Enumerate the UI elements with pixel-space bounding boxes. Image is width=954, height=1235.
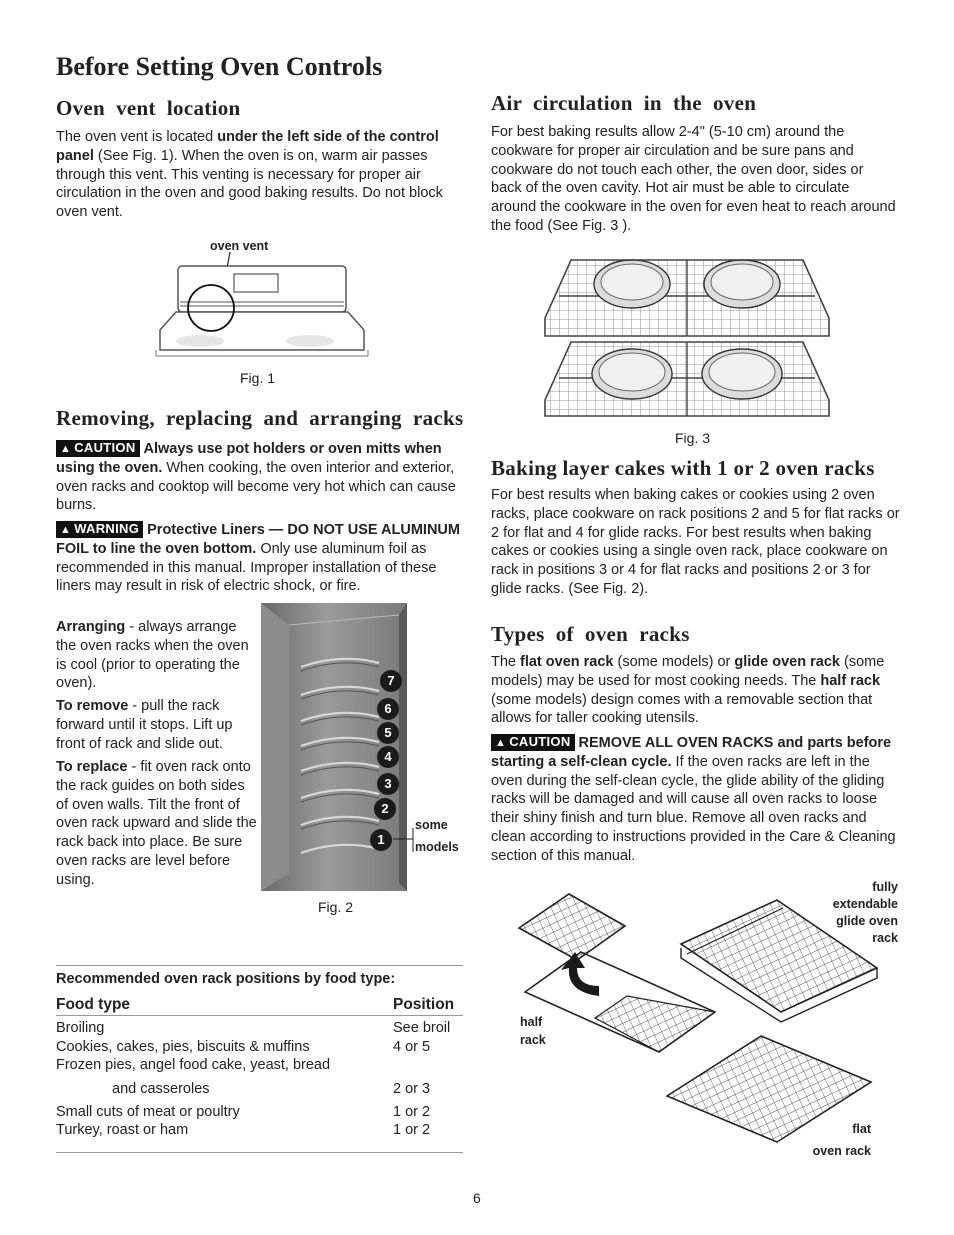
flat-rack-label: flat oven rack <box>812 1122 871 1158</box>
table-title: Recommended oven rack positions by food type: <box>56 971 396 987</box>
vent-heading: Oven vent location <box>56 96 241 120</box>
rack-position-4: 4 <box>377 746 399 768</box>
glide-rack-label: fully extendable glide oven rack <box>832 880 898 945</box>
racks-caution-paragraph: ▲ CAUTION Always use pot holders or oven mitts when using the oven. When cooking, the oven interior and exterior, oven racks and cooktop will become very hot which can cause burns. <box>56 440 456 514</box>
remove-paragraph: To remove - pull the rack forward until it stops. Lift up front of rack and slide out. <box>56 698 233 752</box>
warning-badge: ▲ WARNING <box>56 521 143 538</box>
table-row: Frozen pies, angel food cake, yeast, bread <box>56 1057 331 1073</box>
cakes-heading: Baking layer cakes with 1 or 2 oven racks <box>491 456 875 480</box>
rack-position-2: 2 <box>374 798 396 820</box>
air-heading: Air circulation in the oven <box>491 91 757 115</box>
air-paragraph: For best baking results allow 2-4" (5-10 cm) around the cookware for proper air circulation and be sure pans and cookware do not touch each other, the oven door, sides or back of the oven cavity. Hot air must be able to circulate around the cookware in the oven for even heat to reach around the food (See Fig. 3 ). <box>491 124 896 234</box>
table-row: Small cuts of meat or poultry 1 or 2 <box>56 1104 431 1120</box>
rack-position-6: 6 <box>377 698 399 720</box>
fig1-range-illustration <box>150 252 372 364</box>
rack-position-7: 7 <box>380 670 402 692</box>
racks-heading: Removing, replacing and arranging racks <box>56 406 464 430</box>
fig3-caption: Fig. 3 <box>675 430 711 446</box>
rack-position-5: 5 <box>377 722 399 744</box>
oven-vent-label: oven vent <box>210 239 269 253</box>
page-title: Before Setting Oven Controls <box>56 52 383 81</box>
half-rack-label: half rack <box>520 1015 546 1047</box>
models-label: models <box>415 840 459 854</box>
racks-warning-paragraph: ▲ WARNING Protective Liners — DO NOT USE ALUMINUM FOIL to line the oven bottom. Only use aluminum foil as recommended in this manual. Improper installation of these liners may result in risk of electric shock, or fire. <box>56 521 460 595</box>
caution-badge: ▲ CAUTION <box>491 734 575 751</box>
fig2-caption: Fig. 2 <box>318 899 354 915</box>
fig3-racks-with-pans <box>541 256 833 422</box>
types-caution-paragraph: ▲ CAUTION REMOVE ALL OVEN RACKS and parts before starting a self-clean cycle. If the oven racks are left in the oven during the self-clean cycle, the glide ability of the gliding racks will be damaged and will cause all oven racks to loose their shiny finish and turn blue. Remove all oven racks and clean according to instructions provided in the Care & Cleaning section of this manual. <box>491 734 896 864</box>
fig1-caption: Fig. 1 <box>240 370 276 386</box>
table-row: Turkey, roast or ham 1 or 2 <box>56 1122 431 1138</box>
caution-badge: ▲ CAUTION <box>56 440 140 457</box>
col-food-header: Food type <box>56 996 131 1013</box>
some-models-label: some <box>415 818 448 832</box>
replace-paragraph: To replace - fit oven rack onto the rack guides on both sides of oven walls. Tilt the front of oven rack upward and slide the rack back into place. Be sure oven racks are level before using. <box>56 759 257 888</box>
table-row: Broiling See broil <box>56 1020 451 1036</box>
warning-triangle-icon: ▲ <box>495 737 507 749</box>
arranging-paragraph: Arranging - always arrange the oven racks when the oven is cool (prior to operating the oven). <box>56 619 249 692</box>
half-rack-insert <box>519 894 625 960</box>
rack-position-3: 3 <box>377 773 399 795</box>
page-number: 6 <box>473 1190 481 1206</box>
rack-position-1: 1 <box>370 829 392 851</box>
table-row: Cookies, cakes, pies, biscuits & muffins 4 or 5 <box>56 1039 431 1055</box>
table-bottom-rule <box>56 1152 463 1153</box>
warning-triangle-icon: ▲ <box>60 524 72 536</box>
table-header-rule <box>56 1015 463 1016</box>
types-paragraph: The flat oven rack (some models) or glide oven rack (some models) may be used for most cooking needs. The half rack (some models) design comes with a removable section that allows for taller cooking utensils. <box>491 654 885 727</box>
warning-triangle-icon: ▲ <box>60 443 72 455</box>
types-heading: Types of oven racks <box>491 622 690 646</box>
some-models-bracket <box>393 826 415 856</box>
cakes-paragraph: For best results when baking cakes or cookies using 2 oven racks, place cookware on rack positions 2 and 5 for flat racks or 2 for flat and 4 for glide racks. For best results when baking cakes or cookies using a single oven rack, place cookware on rack in positions 3 or 4 for flat racks and positions 2 or 3 for glide racks. (See Fig. 2). <box>491 487 900 597</box>
col-position-header: Position <box>393 996 455 1013</box>
vent-paragraph: The oven vent is located under the left side of the control panel (See Fig. 1). When the oven is on, warm air passes through this vent. This venting is necessary for proper air circulation in the oven and good baking results. Do not block oven vent. <box>56 129 443 221</box>
table-top-rule <box>56 965 463 966</box>
table-row: and casseroles 2 or 3 <box>112 1081 431 1097</box>
